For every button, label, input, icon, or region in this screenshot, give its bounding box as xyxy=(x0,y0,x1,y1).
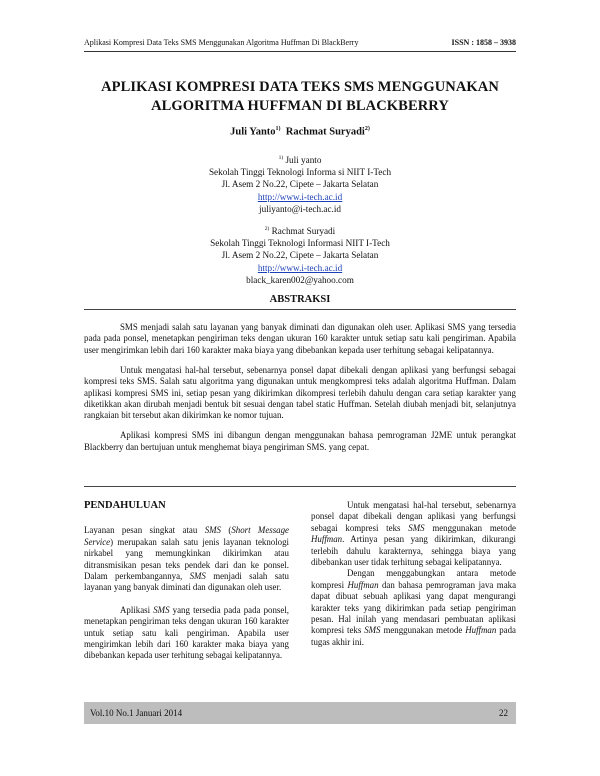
title-line-2: ALGORITMA HUFFMAN DI BLACKBERRY xyxy=(151,98,449,114)
affiliation-2-marker: 2) xyxy=(264,226,270,232)
affiliation-2-email: black_karen002@yahoo.com xyxy=(246,274,354,285)
author-2-marker: 2) xyxy=(364,126,370,132)
intro-paragraph-3: Untuk mengatasi hal-hal tersebut, sebenarnya ponsel dapat dibekali dengan aplikasi yang berfungsi sebagai kompresi teks SMS menggunakan metode Huffman. Artinya pesan yang dikirimkan, dikurangi terlebih dahulu karakternya, sehingga biaya yang dibebankan user tidak terhitung sebagai kelipatannya. xyxy=(311,500,516,568)
page-number: 22 xyxy=(499,708,508,718)
title-line-1: APLIKASI KOMPRESI DATA TEKS SMS MENGGUNAKAN xyxy=(101,79,499,95)
footer-volume: Vol.10 No.1 Januari 2014 xyxy=(90,708,183,718)
abstract-paragraph-2: Untuk mengatasi hal-hal tersebut, sebenarnya ponsel dapat dibekali dengan aplikasi yang berfungsi sebagai kompresi teks SMS. Salah satu algoritma yang digunakan untuk mengkompresi teks adalah algoritma Huffman. Dalam aplikasi kompresi SMS ini, setiap pesan yang dikirimkan dikompresi terlebih dahulu dengan cara setiap karakter yang diketikkan akan dirubah menjadi bentuk bit sesuai dengan tabel static Huffman. Setelah diubah menjadi bit, selanjutnya rangkaian bit tersebut akan dikirimkan ke nomor tujuan. xyxy=(84,364,516,421)
affiliation-2 xyxy=(84,223,516,286)
intro-paragraph-2: Aplikasi SMS yang tersedia pada pada ponsel, menetapkan pengiriman teks dengan ukuran 160 karakter untuk setiap satu kali pengiriman. Apabila user mengirimkan lebih dari 160 karakter maka biaya yang dibebankan kepada user terhitung sebagai kelipatannya. xyxy=(84,604,290,661)
affiliation-1-address: Jl. Asem 2 No.22, Cipete – Jakarta Selatan xyxy=(221,179,379,190)
affiliation-1 xyxy=(84,152,516,215)
affiliation-1-email: juliyanto@i-tech.ac.id xyxy=(259,203,341,214)
page-footer xyxy=(84,702,516,724)
author-list xyxy=(84,126,516,138)
abstract-heading: ABSTRAKSI xyxy=(269,294,331,305)
affiliation-2-url-link[interactable]: http://www.i-tech.ac.id xyxy=(257,262,343,273)
affiliation-2-address: Jl. Asem 2 No.22, Cipete – Jakarta Selatan xyxy=(221,250,379,261)
running-header xyxy=(84,38,516,50)
affiliation-1-institution: Sekolah Tinggi Teknologi Informa si NIIT I-Tech xyxy=(208,167,392,178)
affiliation-1-name: Juli yanto xyxy=(285,155,322,166)
affiliation-2-name: Rachmat Suryadi xyxy=(271,226,336,237)
issn: ISSN : 1858 – 3938 xyxy=(451,38,516,47)
abstract-bottom-rule xyxy=(84,486,516,487)
author-2: Rachmat Suryadi xyxy=(285,126,365,138)
author-1: Juli Yanto xyxy=(230,126,276,138)
header-rule xyxy=(84,51,516,52)
abstract-paragraph-1: SMS menjadi salah satu layanan yang banyak diminati dan digunakan oleh user. Aplikasi SMS yang tersedia pada pada ponsel, menetapkan pengiriman teks dengan ukuran 160 karakter untuk setiap satu kali pengiriman. Apabila user mengirimkan lebih dari 160 karakter maka biaya yang dibebankan kepada user terhitung sebagai kelipatannya. xyxy=(84,322,516,355)
left-column xyxy=(84,500,289,662)
intro-paragraph-1: Layanan pesan singkat atau SMS (Short Message Service) merupakan salah satu jenis layanan teknologi nirkabel yang memungkinkan dikirimkan atau ditransmisikan pesan teks pendek dari dan ke ponsel. Dalam perkembangannya, SMS menjadi salah satu layanan yang banyak diminati dan digunakan oleh user. xyxy=(84,525,289,593)
section-heading: PENDAHULUAN xyxy=(84,500,166,511)
affiliation-1-url-link[interactable]: http://www.i-tech.ac.id xyxy=(257,191,343,202)
paper-title xyxy=(84,78,516,116)
abstract-top-rule xyxy=(84,309,516,310)
affiliation-1-marker: 1) xyxy=(278,155,284,161)
right-column xyxy=(311,500,516,648)
running-title: Aplikasi Kompresi Data Teks SMS Menggunakan Algoritma Huffman Di BlackBerry xyxy=(84,38,359,47)
affiliation-2-institution: Sekolah Tinggi Teknologi Informasi NIIT I-Tech xyxy=(210,238,390,249)
author-1-marker: 1) xyxy=(275,126,281,132)
abstract-paragraph-3: Aplikasi kompresi SMS ini dibangun dengan menggunakan bahasa pemrograman J2ME untuk perangkat Blackberry dan bertujuan untuk menghemat biaya pengiriman SMS. yang cepat. xyxy=(84,430,516,452)
abstract-body xyxy=(84,322,516,462)
intro-paragraph-4: Dengan menggabungkan antara metode kompresi Huffman dan bahasa pemrograman java maka dapat dibuat sebuah aplikasi yang dapat mengurangi karakter teks yang dikirimkan pada setiap pengiriman pesan. Hal inilah yang mendasari pembuatan aplikasi kompresi teks SMS menggunakan metode Huffman pada tugas akhir ini. xyxy=(311,568,517,647)
